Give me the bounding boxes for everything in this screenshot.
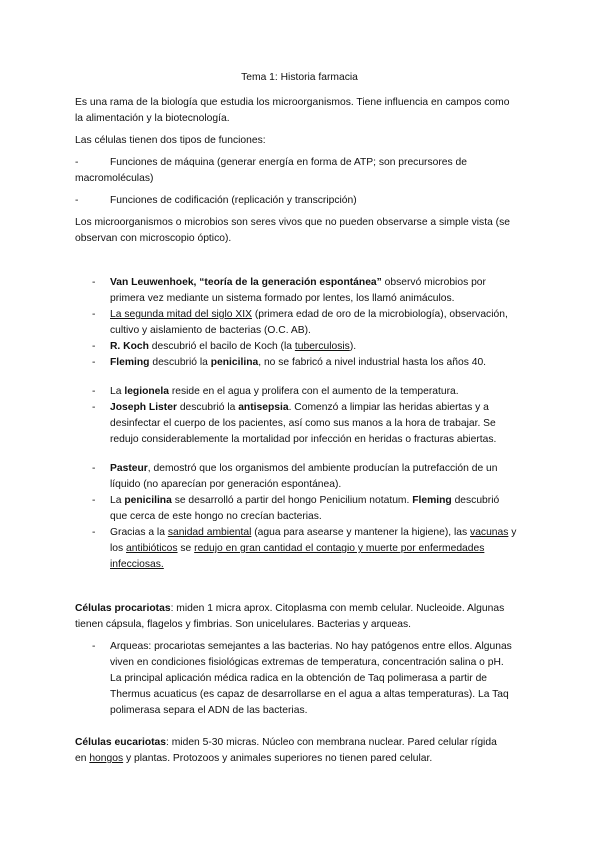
bullet-dash: - xyxy=(75,195,79,206)
penicilina-end: descubrió xyxy=(451,495,500,506)
lister-line-3: redujo considerablemente la mortalidad por infección en heridas o fracturas abiertas. xyxy=(110,434,497,445)
reduccion-underlined: redujo en gran cantidad el contagio y muerte por enfermedades xyxy=(194,543,485,554)
arqueas-line-5: polimerasa separa el ADN de las bacterias. xyxy=(110,705,308,716)
intro-line-1: Es una rama de la biología que estudia los microorganismos. Tiene influencia en campos como xyxy=(75,97,510,108)
penicilina-pre: La xyxy=(110,495,125,506)
legionela-pre: La xyxy=(110,386,125,397)
sanidad-underlined: sanidad ambiental xyxy=(167,527,252,538)
eucariotas-line-1 xyxy=(75,735,497,751)
penicilina-line-1 xyxy=(110,493,499,509)
gracias-text: (agua para asearse y mantener la higiene), las xyxy=(251,527,471,538)
leeuwenhoek-line-2: primera vez mediante un sistema formado por lentes, los llamó animáculos. xyxy=(110,293,455,304)
bullet-dash: - xyxy=(92,402,96,413)
hongos-underlined: hongos xyxy=(89,753,124,764)
bullet-dash: - xyxy=(92,495,96,506)
bullet-dash: - xyxy=(92,641,96,652)
gracias-line-1 xyxy=(110,525,516,541)
arqueas-line-4: Thermus acuaticus (es capaz de desarrollarse en el agua a altas temperaturas). La Taq xyxy=(110,689,509,700)
infecciosas-underlined: infecciosas. xyxy=(110,559,164,570)
lister-name: Joseph Lister xyxy=(110,402,177,413)
eucariotas-l2-pre: en xyxy=(75,753,90,764)
pasteur-line-1 xyxy=(110,461,498,477)
procariotas-heading: Células procariotas xyxy=(75,603,171,614)
penicilina-text: se desarrolló a partir del hongo Penicilium notatum. xyxy=(171,495,413,506)
lister-line-1 xyxy=(110,400,489,416)
xix-text: (primera edad de oro de la microbiología), observación, xyxy=(251,309,508,320)
bullet-dash: - xyxy=(92,386,96,397)
page-title: Tema 1: Historia farmacia xyxy=(241,72,358,83)
leeuwenhoek-text: observó microbios por xyxy=(381,277,486,288)
tuberculosis-underlined: tuberculosis xyxy=(294,341,350,352)
function-coding: Funciones de codificación (replicación y transcripción) xyxy=(110,195,357,206)
arqueas-line-3: La principal aplicación médica radica en la obtención de Taq polimerasa a partir de xyxy=(110,673,488,684)
procariotas-line-1 xyxy=(75,601,504,617)
procariotas-text: : miden 1 micra aprox. Citoplasma con memb celular. Nucleoide. Algunas xyxy=(170,603,505,614)
bullet-dash: - xyxy=(92,527,96,538)
bullet-dash: - xyxy=(75,157,79,168)
leeuwenhoek-name: Van Leuwenhoek, “teoría de la generación espontánea” xyxy=(110,277,382,288)
penicilina-name: penicilina xyxy=(124,495,172,506)
leeuwenhoek-line-1 xyxy=(110,275,486,291)
xix-underlined: La segunda mitad del siglo XIX xyxy=(110,309,252,320)
antibioticos-underlined: antibióticos xyxy=(126,543,178,554)
penicilina-bold: penicilina xyxy=(210,357,259,368)
gracias-l2-mid: se xyxy=(177,543,195,554)
bullet-dash: - xyxy=(92,357,96,368)
lister-end: . Comenzó a limpiar las heridas abiertas y a xyxy=(288,402,489,413)
lister-text: descubrió la xyxy=(176,402,239,413)
function-machine-line-1: Funciones de máquina (generar energía en forma de ATP; son precursores de xyxy=(110,157,467,168)
fleming-bold: Fleming xyxy=(412,495,452,506)
bullet-dash: - xyxy=(92,277,96,288)
koch-name: R. Koch xyxy=(110,341,149,352)
pasteur-text: , demostró que los organismos del ambiente producían la putrefacción de un xyxy=(147,463,498,474)
gracias-line-3 xyxy=(110,557,164,573)
arqueas-line-2: viven en condiciones fisiológicas extremas de temperatura, concentración salina o pH. xyxy=(110,657,504,668)
arqueas-line-1: Arqueas: procariotas semejantes a las bacterias. No hay patógenos entre ellos. Algunas xyxy=(110,641,512,652)
intro-line-2: la alimentación y la biotecnología. xyxy=(75,113,230,124)
koch-end: ). xyxy=(349,341,357,352)
bullet-dash: - xyxy=(92,463,96,474)
penicilina-line-2: que cerca de este hongo no crecían bacterias. xyxy=(110,511,322,522)
eucariotas-l2-text: y plantas. Protozoos y animales superiores no tienen pared celular. xyxy=(123,753,433,764)
bullet-dash: - xyxy=(92,309,96,320)
fleming-end: , no se fabricó a nivel industrial hasta los años 40. xyxy=(258,357,487,368)
function-machine-line-2: macromoléculas) xyxy=(75,173,154,184)
legionela-text: reside en el agua y prolifera con el aumento de la temperatura. xyxy=(168,386,459,397)
vacunas-underlined: vacunas xyxy=(470,527,509,538)
lister-line-2: desinfectar el cuerpo de los pacientes, así como sus manos a la hora de trabajar. Se xyxy=(110,418,496,429)
xix-line-1 xyxy=(110,307,508,323)
gracias-end: y xyxy=(508,527,517,538)
pasteur-name: Pasteur xyxy=(110,463,148,474)
legionela-line xyxy=(110,384,459,400)
fleming-text: descubrió la xyxy=(149,357,211,368)
antisepsia-bold: antisepsia xyxy=(238,402,289,413)
eucariotas-heading: Células eucariotas xyxy=(75,737,166,748)
gracias-l2-pre: los xyxy=(110,543,127,554)
micro-definition-line-1: Los microorganismos o microbios son seres vivos que no pueden observarse a simple vista (se xyxy=(75,217,510,228)
legionela-bold: legionela xyxy=(124,386,169,397)
gracias-pre: Gracias a la xyxy=(110,527,168,538)
xix-line-2: cultivo y aislamiento de bacterias (O.C. AB). xyxy=(110,325,311,336)
eucariotas-text: : miden 5-30 micras. Núcleo con membrana nuclear. Pared celular rígida xyxy=(166,737,497,748)
gracias-line-2 xyxy=(110,541,484,557)
micro-definition-line-2: observan con microscopio óptico). xyxy=(75,233,232,244)
koch-line xyxy=(110,339,356,355)
functions-heading: Las células tienen dos tipos de funciones: xyxy=(75,135,266,146)
procariotas-line-2: tienen cápsula, flagelos y fimbrias. Son unicelulares. Bacterias y arqueas. xyxy=(75,619,411,630)
fleming-line xyxy=(110,355,486,371)
koch-text: descubrió el bacilo de Koch (la xyxy=(148,341,295,352)
fleming-name: Fleming xyxy=(110,357,150,368)
pasteur-line-2: líquido (no aparecían por generación espontánea). xyxy=(110,479,342,490)
eucariotas-line-2 xyxy=(75,751,432,767)
bullet-dash: - xyxy=(92,341,96,352)
